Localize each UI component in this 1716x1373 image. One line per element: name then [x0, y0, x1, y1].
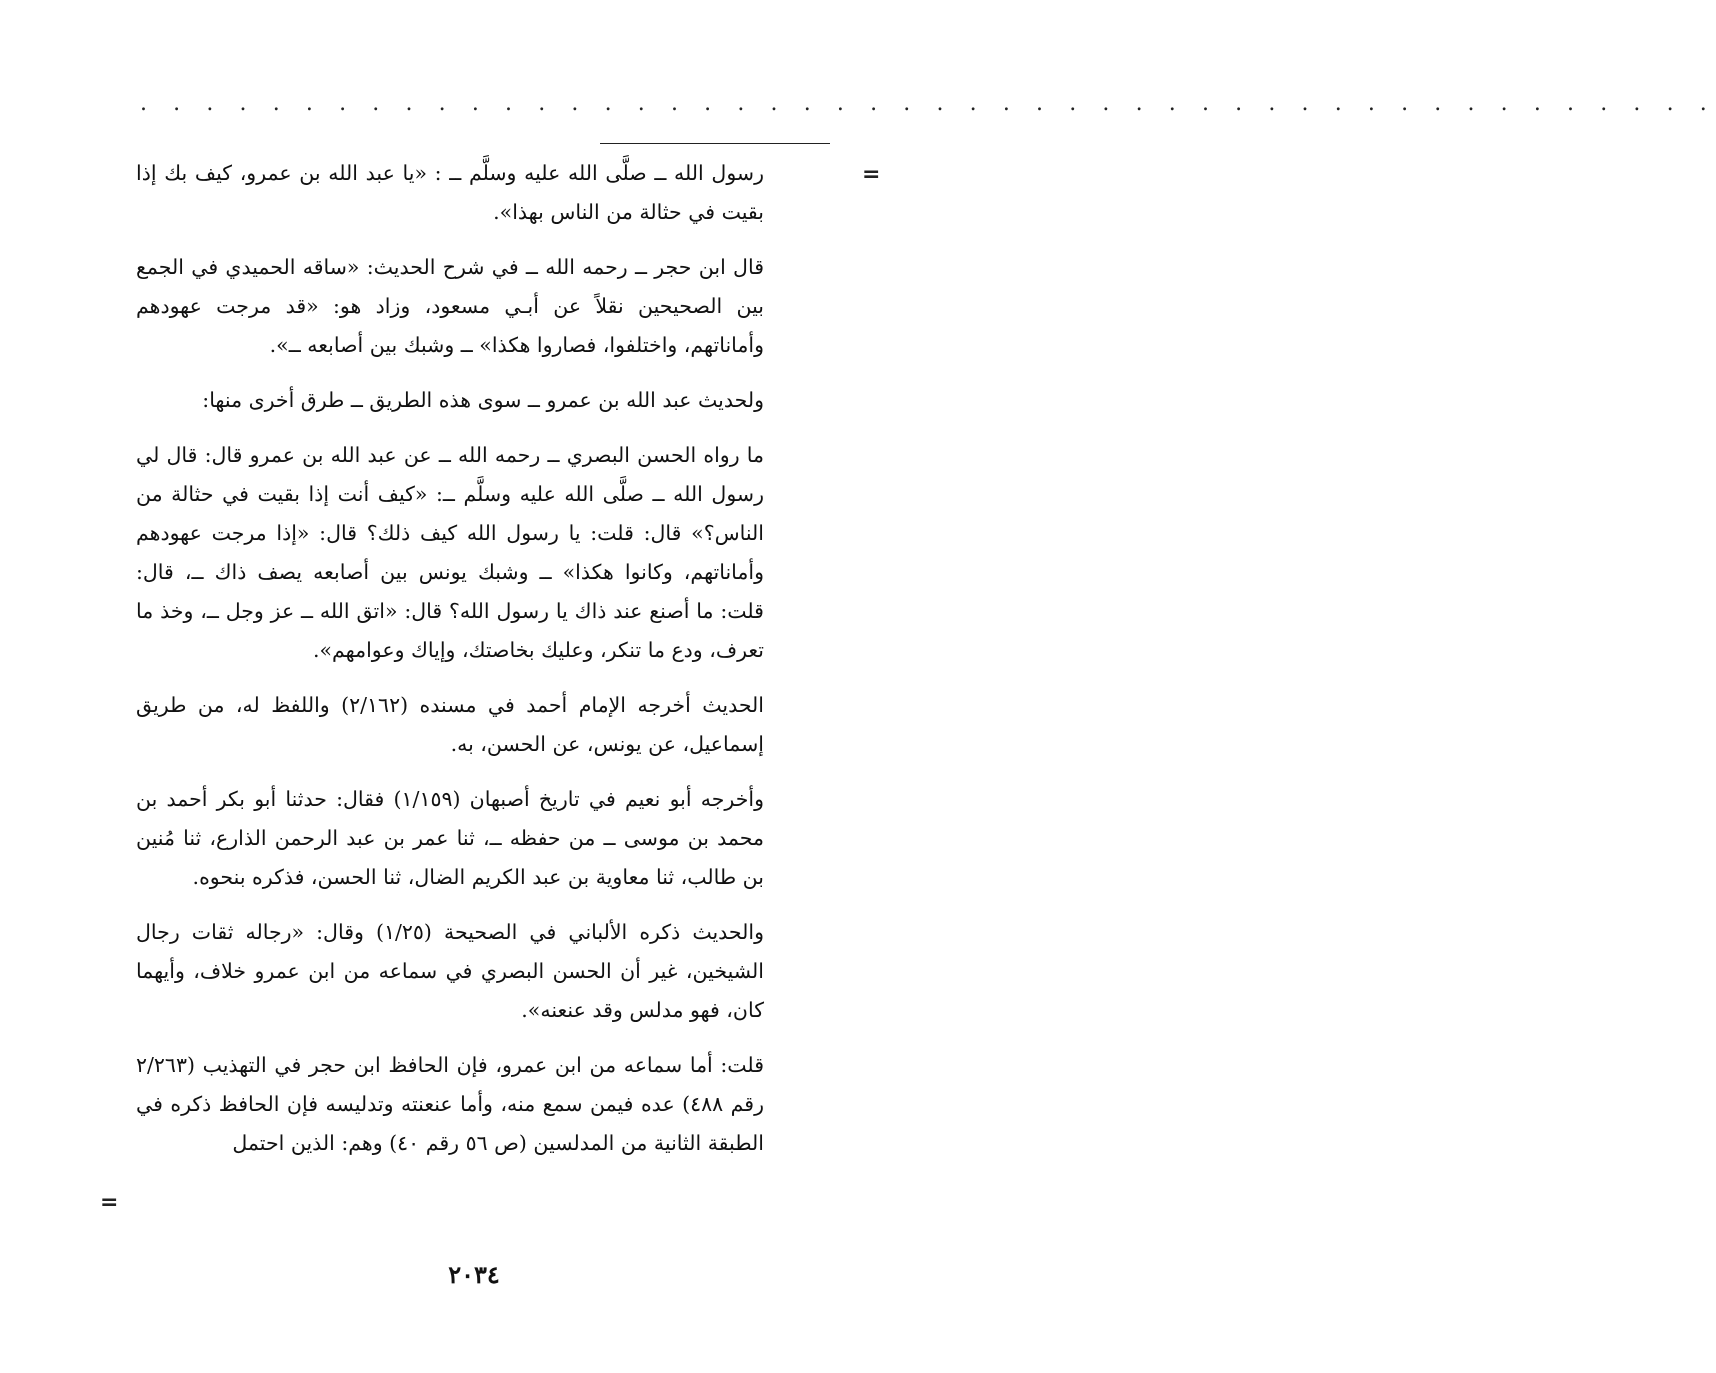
- margin-mark-top-right: =: [862, 162, 881, 187]
- paragraph-5: الحديث أخرجه الإمام أحمد في مسنده (٢/١٦٢) واللفظ له، من طريق إسماعيل، عن يونس، عن الحسن، به.: [136, 693, 765, 756]
- page-number: ٢٠٣٤: [448, 1260, 500, 1289]
- main-text: [136, 154, 764, 1163]
- paragraph-3: ولحديث عبد الله بن عمرو ــ سوى هذه الطريق ــ طرق أخرى منها:: [202, 388, 764, 412]
- paragraph-6: وأخرجه أبو نعيم في تاريخ أصبهان (١/١٥٩) فقال: حدثنا أبو بكر أحمد بن محمد بن موسى ــ من حفظه ــ، ثنا عمر بن عبد الرحمن الذارع، ثنا مُنين بن طالب، ثنا معاوية بن عبد الكريم الضال، ثنا الحسن، فذكره بنحوه.: [136, 787, 764, 889]
- paragraph-2: قال ابن حجر ــ رحمه الله ــ في شرح الحديث: «ساقه الحميدي في الجمع بين الصحيحين نقلاً عن أبـي مسعود، وزاد هو: «قد مرجت عهودهم وأماناتهم، واختلفوا، فصاروا هكذا» ــ وشبك بين أصابعه ــ».: [136, 255, 764, 357]
- paragraph-8: قلت: أما سماعه من ابن عمرو، فإن الحافظ ابن حجر في التهذيب (٢/٢٦٣ رقم ٤٨٨) عده فيمن سمع منه، وأما عنعنته وتدليسه فإن الحافظ ذكره في الطبقة الثانية من المدلسين (ص ٥٦ رقم ٤٠) وهم: الذين احتمل: [136, 1053, 764, 1155]
- paragraph-1: رسول الله ــ صلَّى الله عليه وسلَّم ــ : «يا عبد الله بن عمرو، كيف بك إذا بقيت في حثالة من الناس بهذا».: [136, 161, 764, 224]
- margin-mark-bottom-left: =: [100, 1190, 119, 1215]
- header-dotted-line: . . . . . . . . . . . . . . . . . . . . . . . . . . . . . . . . . . . . . . . . . . . . . . . .: [140, 91, 1716, 116]
- header-rule: [600, 143, 830, 144]
- paragraph-7: والحديث ذكره الألباني في الصحيحة (١/٢٥) وقال: «رجاله ثقات رجال الشيخين، غير أن الحسن البصري في سماعه من ابن عمرو خلاف، وأيهما كان، فهو مدلس وقد عنعنه».: [136, 920, 764, 1022]
- paragraph-4: ما رواه الحسن البصري ــ رحمه الله ــ عن عبد الله بن عمرو قال: قال لي رسول الله ــ صلَّى الله عليه وسلَّم ــ: «كيف أنت إذا بقيت في حثالة من الناس؟» قال: قلت: يا رسول الله كيف ذلك؟ قال: «إذا مرجت عهودهم وأماناتهم، وكانوا هكذا» ــ وشبك يونس بين أصابعه يصف ذاك ــ، قال: قلت: ما أصنع عند ذاك يا رسول الله؟ قال: «اتق الله ــ عز وجل ــ، وخذ ما تعرف، ودع ما تنكر، وعليك بخاصتك، وإياك وعوامهم».: [136, 443, 764, 662]
